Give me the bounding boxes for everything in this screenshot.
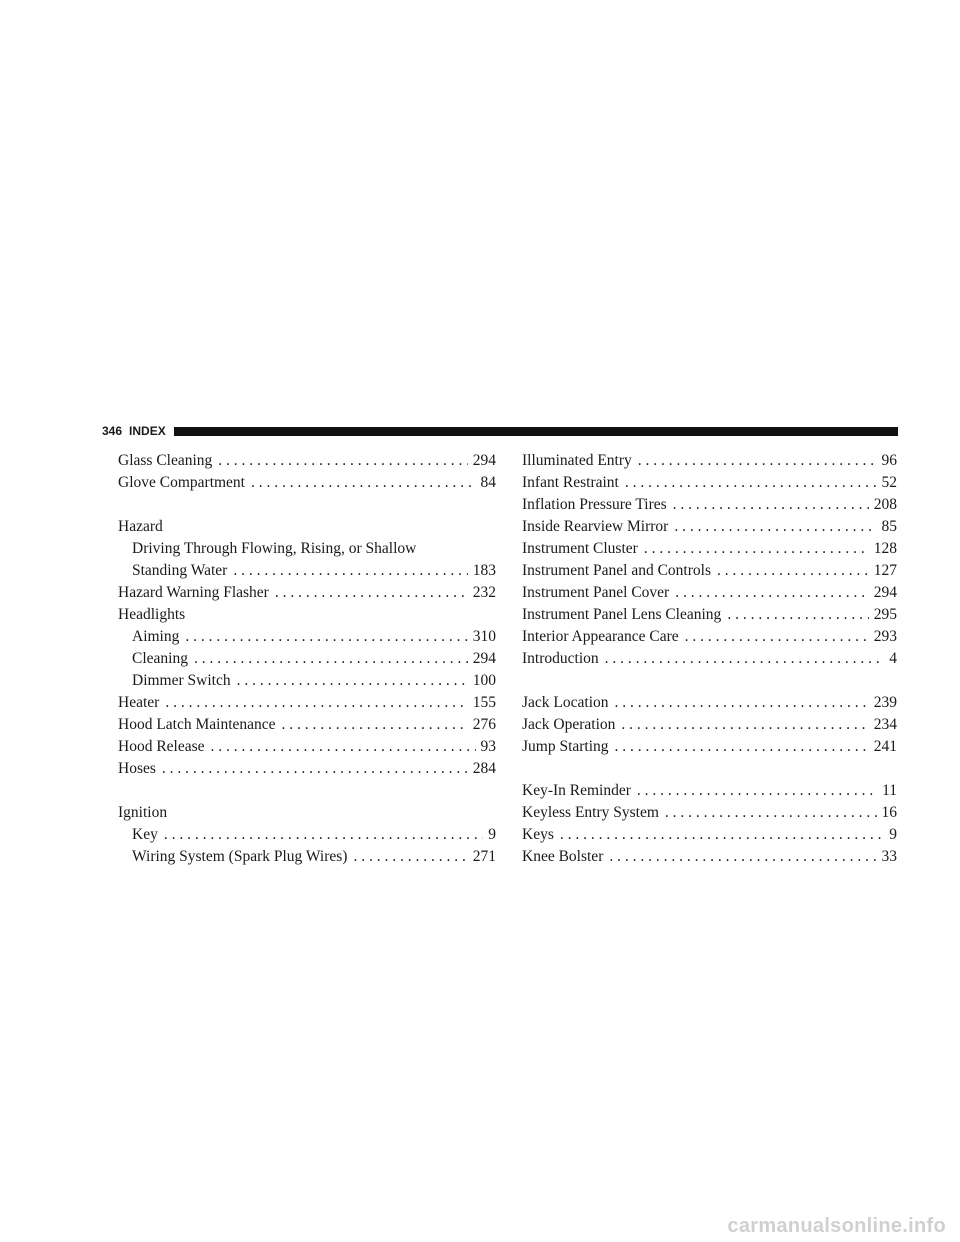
index-heading: Hazard: [118, 518, 163, 535]
dot-leader: [609, 846, 876, 868]
entry-label: Hood Latch Maintenance: [118, 716, 276, 733]
index-entry: [522, 692, 897, 714]
index-entry: [118, 758, 496, 780]
entry-page: 128: [873, 540, 897, 557]
dot-leader: [673, 494, 869, 516]
index-entry: [522, 604, 897, 626]
index-entry: [118, 736, 496, 758]
index-entry: [522, 560, 897, 582]
entry-page: 239: [873, 694, 897, 711]
entry-page: 93: [480, 738, 496, 755]
entry-label: Hazard Warning Flasher: [118, 584, 269, 601]
entry-label: Infant Restraint: [522, 474, 619, 491]
entry-page: 294: [472, 452, 496, 469]
entry-page: 16: [881, 804, 897, 821]
dot-leader: [164, 824, 483, 846]
index-subentry: [118, 648, 496, 670]
index-entry: [522, 736, 897, 758]
entry-label: Jack Location: [522, 694, 609, 711]
index-entry: [522, 780, 897, 802]
index-subentry-line: Driving Through Flowing, Rising, or Shallow: [132, 540, 417, 557]
entry-label: Aiming: [132, 628, 180, 645]
entry-page: 294: [472, 650, 496, 667]
entry-label: Standing Water: [132, 562, 228, 579]
dot-leader: [644, 538, 869, 560]
entry-label: Dimmer Switch: [132, 672, 231, 689]
entry-label: Inside Rearview Mirror: [522, 518, 669, 535]
index-entry: [522, 472, 897, 494]
entry-label: Wiring System (Spark Plug Wires): [132, 848, 348, 865]
entry-label: Instrument Panel Cover: [522, 584, 670, 601]
index-entry: [118, 714, 496, 736]
index-entry: [522, 538, 897, 560]
entry-page: 183: [472, 562, 496, 579]
entry-label: Jump Starting: [522, 738, 609, 755]
entry-page: 85: [881, 518, 897, 535]
index-entry: [522, 802, 897, 824]
spacer: [522, 670, 897, 692]
entry-page: 155: [472, 694, 496, 711]
index-subentry: [118, 670, 496, 692]
entry-label: Instrument Cluster: [522, 540, 638, 557]
entry-page: 232: [472, 584, 496, 601]
index-subentry: [118, 846, 496, 868]
index-entry: [522, 626, 897, 648]
entry-label: Inflation Pressure Tires: [522, 496, 667, 513]
entry-label: Illuminated Entry: [522, 452, 632, 469]
entry-label: Introduction: [522, 650, 599, 667]
entry-page: 9: [488, 826, 496, 843]
page-number: 346: [102, 424, 123, 438]
entry-label: Key-In Reminder: [522, 782, 631, 799]
page-header: [102, 420, 898, 442]
section-title: INDEX: [129, 424, 166, 438]
entry-page: 9: [889, 826, 897, 843]
index-subentry: [118, 824, 496, 846]
dot-leader: [605, 648, 885, 670]
dot-leader: [625, 472, 877, 494]
index-subentry: [118, 560, 496, 582]
index-entry: [522, 494, 897, 516]
entry-page: 271: [472, 848, 496, 865]
dot-leader: [282, 714, 468, 736]
entry-page: 84: [480, 474, 496, 491]
dot-leader: [685, 626, 869, 648]
dot-leader: [637, 780, 877, 802]
entry-label: Hood Release: [118, 738, 205, 755]
entry-page: 241: [873, 738, 897, 755]
entry-page: 52: [881, 474, 897, 491]
entry-label: Knee Bolster: [522, 848, 604, 865]
index-entry: [522, 824, 897, 846]
entry-page: 310: [472, 628, 496, 645]
index-subentry: [118, 626, 496, 648]
entry-page: 276: [472, 716, 496, 733]
entry-label: Keyless Entry System: [522, 804, 659, 821]
index-entry: [118, 692, 496, 714]
dot-leader: [211, 736, 476, 758]
dot-leader: [638, 450, 877, 472]
entry-label: Interior Appearance Care: [522, 628, 679, 645]
dot-leader: [615, 736, 869, 758]
entry-page: 284: [472, 760, 496, 777]
dot-leader: [165, 692, 467, 714]
entry-page: 33: [881, 848, 897, 865]
dot-leader: [162, 758, 468, 780]
index-entry: [118, 472, 496, 494]
dot-leader: [615, 692, 869, 714]
index-entry: [522, 846, 897, 868]
dot-leader: [194, 648, 468, 670]
index-heading: Headlights: [118, 606, 186, 623]
spacer: [118, 494, 496, 516]
index-entry: [118, 582, 496, 604]
dot-leader: [251, 472, 476, 494]
site-watermark: carmanualsonline.info: [727, 1215, 946, 1237]
dot-leader: [233, 560, 467, 582]
dot-leader: [621, 714, 868, 736]
entry-page: 127: [873, 562, 897, 579]
dot-leader: [237, 670, 468, 692]
index-entry: [522, 516, 897, 538]
dot-leader: [674, 516, 876, 538]
dot-leader: [717, 560, 869, 582]
entry-label: Cleaning: [132, 650, 188, 667]
entry-page: 208: [873, 496, 897, 513]
entry-page: 293: [873, 628, 897, 645]
entry-label: Jack Operation: [522, 716, 616, 733]
dot-leader: [727, 604, 868, 626]
entry-label: Glove Compartment: [118, 474, 245, 491]
spacer: [118, 780, 496, 802]
entry-label: Heater: [118, 694, 160, 711]
dot-leader: [560, 824, 884, 846]
index-entry: [522, 450, 897, 472]
entry-page: 96: [881, 452, 897, 469]
dot-leader: [675, 582, 869, 604]
dot-leader: [275, 582, 468, 604]
index-column-left: [118, 450, 496, 868]
header-rule: [174, 427, 898, 436]
spacer: [522, 758, 897, 780]
entry-page: 234: [873, 716, 897, 733]
entry-label: Instrument Panel Lens Cleaning: [522, 606, 722, 623]
entry-page: 100: [472, 672, 496, 689]
dot-leader: [218, 450, 467, 472]
index-entry: [118, 450, 496, 472]
entry-label: Instrument Panel and Controls: [522, 562, 711, 579]
entry-label: Hoses: [118, 760, 156, 777]
entry-page: 295: [873, 606, 897, 623]
dot-leader: [353, 846, 467, 868]
index-entry: [522, 714, 897, 736]
entry-label: Key: [132, 826, 158, 843]
entry-page: 11: [882, 782, 897, 799]
dot-leader: [665, 802, 877, 824]
index-column-right: [522, 450, 897, 868]
entry-label: Glass Cleaning: [118, 452, 213, 469]
entry-label: Keys: [522, 826, 554, 843]
entry-page: 294: [873, 584, 897, 601]
dot-leader: [185, 626, 467, 648]
index-heading: Ignition: [118, 804, 168, 821]
index-entry: [522, 648, 897, 670]
entry-page: 4: [889, 650, 897, 667]
index-entry: [522, 582, 897, 604]
